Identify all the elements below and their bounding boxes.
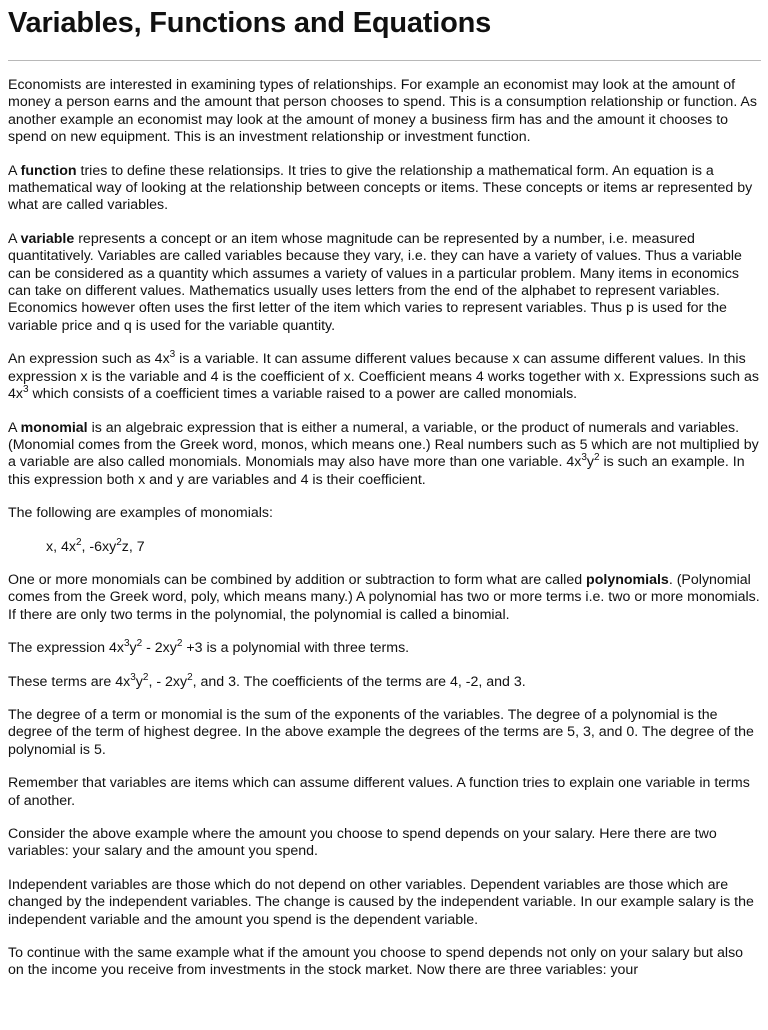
paragraph-remember: Remember that variables are items which can assume different values. A function tries to explain one variable in terms of another. [8,775,750,809]
exponent: 2 [116,536,122,548]
text: z, 7 [121,538,145,555]
paragraph-intro: Economists are interested in examining types of relationships. For example an economist may look at the amount of money a person earns and the amount that person chooses to spend. This is a consumption relationship or function. As another example an economist may look at the amount of money a business firm has and the amount it chooses to spend on new equipment. This is an investment relationship or investment function. [8,77,757,146]
exponent: 2 [593,452,600,464]
text: y [129,640,137,657]
text: One or more monomials can be combined by addition or subtraction to form what are called [8,571,587,588]
exponent: 2 [75,536,82,548]
text: - 2xy [142,640,177,657]
text: A [8,162,21,179]
exponent: 3 [130,671,136,683]
paragraph-examples-intro: The following are examples of monomials: [8,505,273,522]
paragraph-expression [8,351,761,403]
text: which consists of a coefficient times a variable raised to a power are called monomials. [28,386,578,403]
text: y [586,454,594,471]
text: An expression such as 4x [8,351,170,368]
text: tries to define these relationsips. It tries to give the relationship a mathematical form. An equation is a mathematical way of looking at the relationship between concepts or items. These concepts or items ar represented by what are called variables. [8,162,753,214]
exponent: 2 [136,638,143,650]
text: is such an example. In this expression both x and y are variables and 4 is their coefficient. [8,454,745,488]
exponent: 3 [22,384,29,396]
paragraph-polynomial-example [8,640,761,657]
term-polynomials: polynomials [586,571,669,588]
text: , and 3. The coefficients of the terms are 4, -2, and 3. [192,673,526,690]
page-title: Variables, Functions and Equations [8,6,761,61]
text: . (Polynomial comes from the Greek word, poly, which means many.) A polynomial has two or more terms i.e. two or more monomials. If there are only two terms in the polynomial, the polynomial is called a binomial. [8,571,760,623]
exponent: 2 [176,638,183,650]
paragraph-function [8,163,761,215]
text: These terms are 4x [8,673,131,690]
paragraph-polynomial [8,572,761,624]
paragraph-consider: Consider the above example where the amount you choose to spend depends on your salary. Here there are two variables: your salary and the amount you spend. [8,826,717,860]
text: represents a concept or an item whose magnitude can be represented by a number, i.e. measured quantitatively. Variables are called variables because they vary, i.e. they can have a variety of values. Thus a variable can be considered as a quantity which assumes a variety of values in a particular problem. Many items in economics can take on different values. Mathematics usually uses letters from the end of the alphabet to represent variables. Economics however often uses the first letter of the item which varies to represent variables. Thus p is used for the variable price and q is used for the variable quantity. [8,230,742,334]
exponent: 3 [581,452,587,464]
text: +3 is a polynomial with three terms. [182,640,410,657]
term-function: function [20,162,77,179]
term-variable: variable [20,230,75,247]
text: is an algebraic expression that is either a numeral, a variable, or the product of numerals and variables. (Monomial comes from the Greek word, monos, which means one.) Real numbers such as 5 which are not multiplied by a variable are also called monomials. Monomials may also have more than one variable. 4x [8,419,759,471]
exponent: 3 [169,349,176,361]
exponent: 2 [187,671,193,683]
text: , -6xy [81,538,117,555]
text: y [135,673,143,690]
paragraph-independent: Independent variables are those which do not depend on other variables. Dependent variables are those which are changed by the independent variables. The change is caused by the independent variable. In our example salary is the independent variable and the amount you spend is the dependent variable. [8,876,754,928]
text: x, 4x [46,538,76,555]
exponent: 3 [123,638,130,650]
text: A [8,419,21,436]
text: , - 2xy [148,673,188,690]
exponent: 2 [142,671,149,683]
article [0,6,768,980]
paragraph-terms [8,671,761,691]
paragraph-monomial [8,420,761,490]
paragraph-variable [8,231,761,335]
term-monomial: monomial [20,419,88,436]
monomial-examples [8,536,761,556]
paragraph-continue: To continue with the same example what if the amount you choose to spend depends not only on your salary but also on the income you receive from investments in the stock market. Now there are three variables: your [8,945,744,979]
text: The expression 4x [8,640,124,657]
text: A [8,230,21,247]
text: is a variable. It can assume different values because x can assume different values. In this expression x is the variable and 4 is the coefficient of x. Coefficient means 4 works together with x. Expressions such as 4x [8,351,760,403]
paragraph-degree: The degree of a term or monomial is the sum of the exponents of the variables. The degree of a polynomial is the degree of the term of highest degree. In the above example the degrees of the terms are 5, 3, and 0. The degree of the polynomial is 5. [8,706,754,758]
